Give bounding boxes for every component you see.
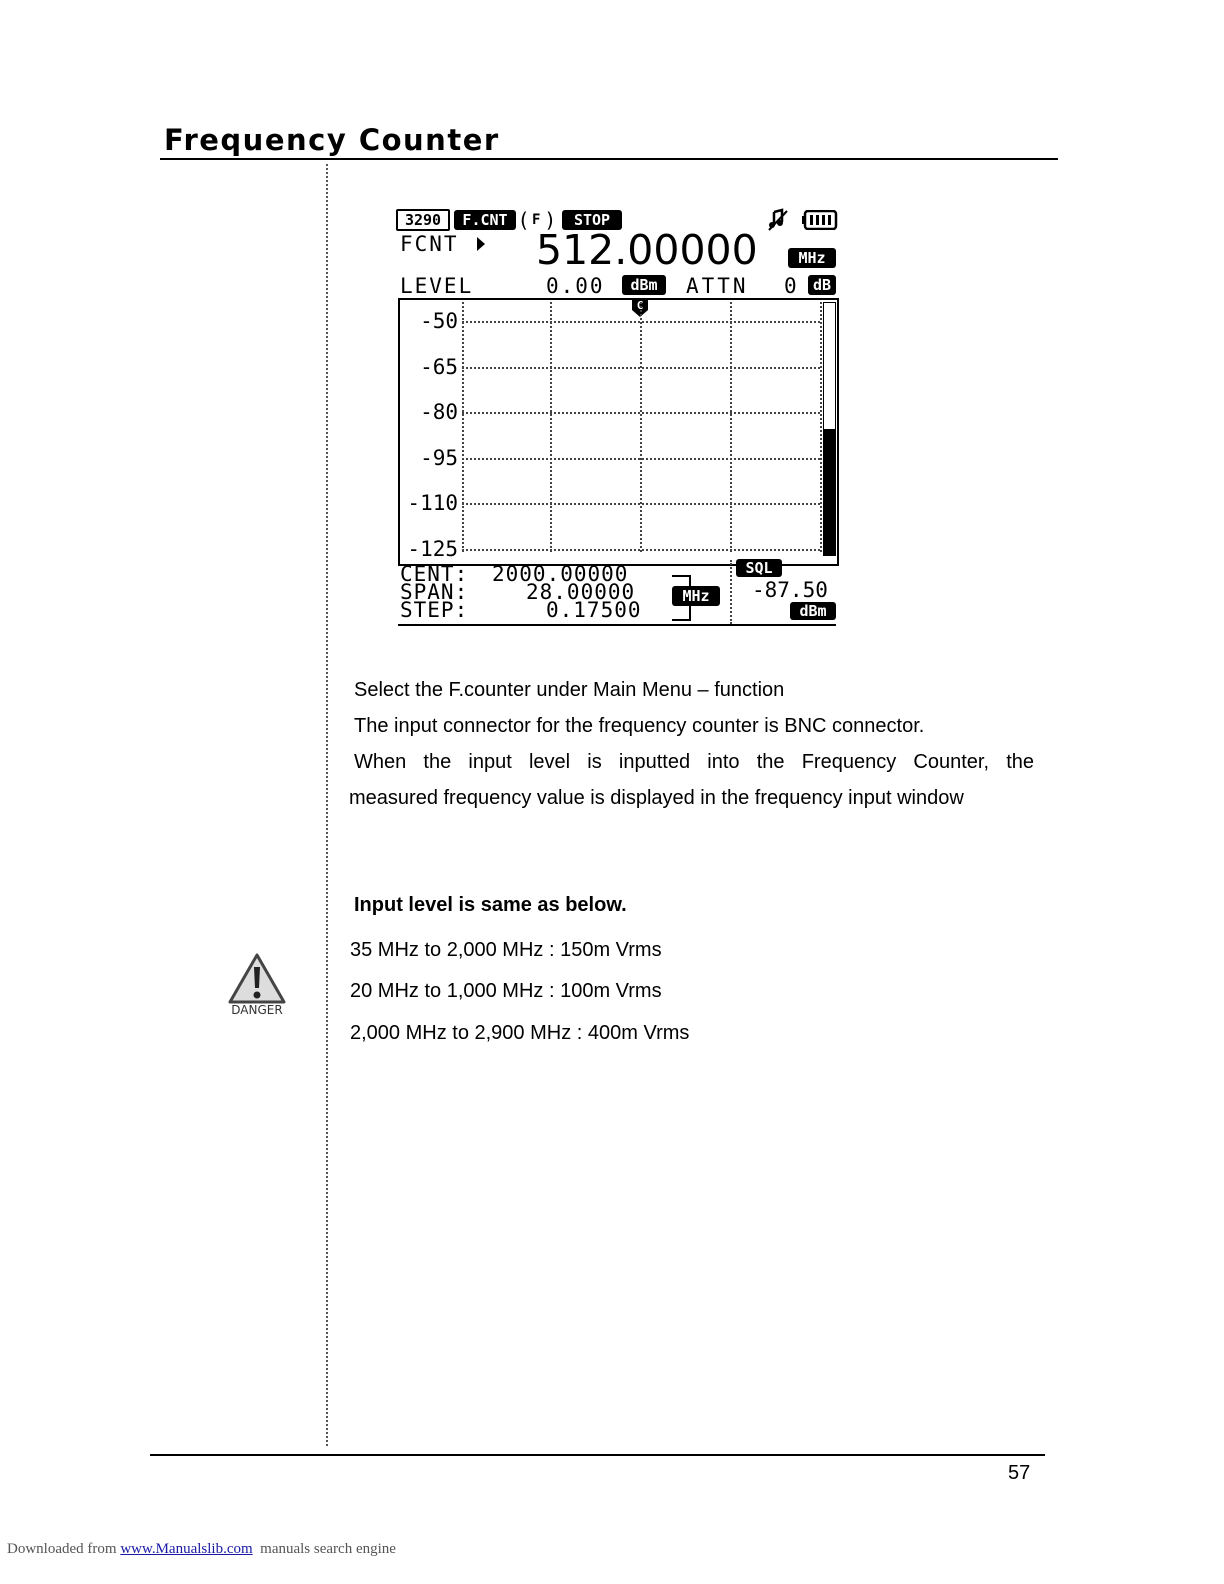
- grid-line: [820, 302, 822, 552]
- lcd-bottom-rule: [398, 624, 836, 626]
- warning-triangle-icon: [227, 952, 287, 1006]
- battery-icon: [802, 210, 838, 230]
- step-label: STEP:: [400, 598, 469, 622]
- input-range-item: 20 MHz to 1,000 MHz : 100m Vrms: [350, 980, 662, 1002]
- stop-badge: STOP: [562, 210, 622, 230]
- cent-value: 2000.00000: [492, 562, 629, 586]
- y-tick-label: -50: [420, 309, 458, 333]
- channel-badge: 3290: [396, 209, 450, 231]
- instruction-line: The input connector for the frequency counter is BNC connector.: [354, 715, 925, 737]
- attn-value: 0: [784, 274, 797, 298]
- instruction-line: Select the F.counter under Main Menu – function: [354, 679, 785, 701]
- title-divider: [160, 158, 1058, 160]
- y-tick-label: -80: [420, 400, 458, 424]
- y-tick-label: -125: [407, 537, 458, 561]
- input-level-heading: Input level is same as below.: [354, 894, 627, 916]
- instruction-line: When the input level is inputted into the Frequency Counter, the: [354, 751, 1034, 773]
- grid-line: [730, 302, 732, 552]
- info-divider: [730, 560, 732, 624]
- grid-line: [462, 302, 464, 552]
- spectrum-graph: [398, 298, 839, 566]
- danger-warning: [225, 952, 289, 1018]
- grid-line: [550, 302, 552, 552]
- play-arrow-icon: [476, 237, 486, 251]
- attn-label: ATTN: [686, 274, 749, 298]
- level-label: LEVEL: [400, 274, 474, 298]
- signal-level-fill: [824, 429, 835, 555]
- manualslib-link[interactable]: www.Manualslib.com: [120, 1541, 253, 1557]
- grid-line: [640, 302, 642, 552]
- lcd-screen: [394, 204, 840, 634]
- download-suffix: manuals search engine: [260, 1541, 396, 1557]
- input-range-item: 2,000 MHz to 2,900 MHz : 400m Vrms: [350, 1022, 690, 1044]
- y-tick-label: -65: [420, 355, 458, 379]
- level-value: 0.00: [546, 274, 605, 298]
- frequency-unit-badge: MHz: [788, 248, 836, 268]
- span-label: SPAN:: [400, 580, 469, 604]
- input-range-item: 35 MHz to 2,000 MHz : 150m Vrms: [350, 939, 662, 961]
- page-title: Frequency Counter: [164, 123, 500, 157]
- y-tick-label: -95: [420, 446, 458, 470]
- level-unit-badge: dBm: [622, 275, 666, 295]
- footer-divider: [150, 1454, 1045, 1456]
- mute-icon: [766, 208, 790, 232]
- margin-divider: [326, 164, 328, 1446]
- sql-unit-badge: dBm: [790, 602, 836, 620]
- download-prefix: Downloaded from: [7, 1541, 117, 1557]
- center-marker: C: [632, 299, 648, 317]
- attn-unit-badge: dB: [808, 275, 836, 295]
- sql-value: -87.50: [752, 578, 828, 602]
- bottom-unit-badge: MHz: [672, 586, 720, 606]
- sql-badge: SQL: [736, 559, 782, 577]
- function-badge: ( F ): [520, 208, 554, 232]
- instruction-line: measured frequency value is displayed in the frequency input window: [349, 787, 964, 809]
- frequency-readout: 512.00000: [536, 226, 758, 274]
- fcnt-mode-badge: F.CNT: [454, 210, 516, 230]
- page-number: 57: [1008, 1462, 1031, 1484]
- y-tick-label: -110: [407, 491, 458, 515]
- mode-label: FCNT: [400, 232, 459, 256]
- download-attribution: [7, 1541, 396, 1558]
- signal-level-bar: [823, 302, 836, 556]
- step-value: 0.17500: [546, 598, 642, 622]
- danger-label: DANGER: [231, 1003, 283, 1017]
- span-value: 28.00000: [526, 580, 636, 604]
- cent-label: CENT:: [400, 562, 469, 586]
